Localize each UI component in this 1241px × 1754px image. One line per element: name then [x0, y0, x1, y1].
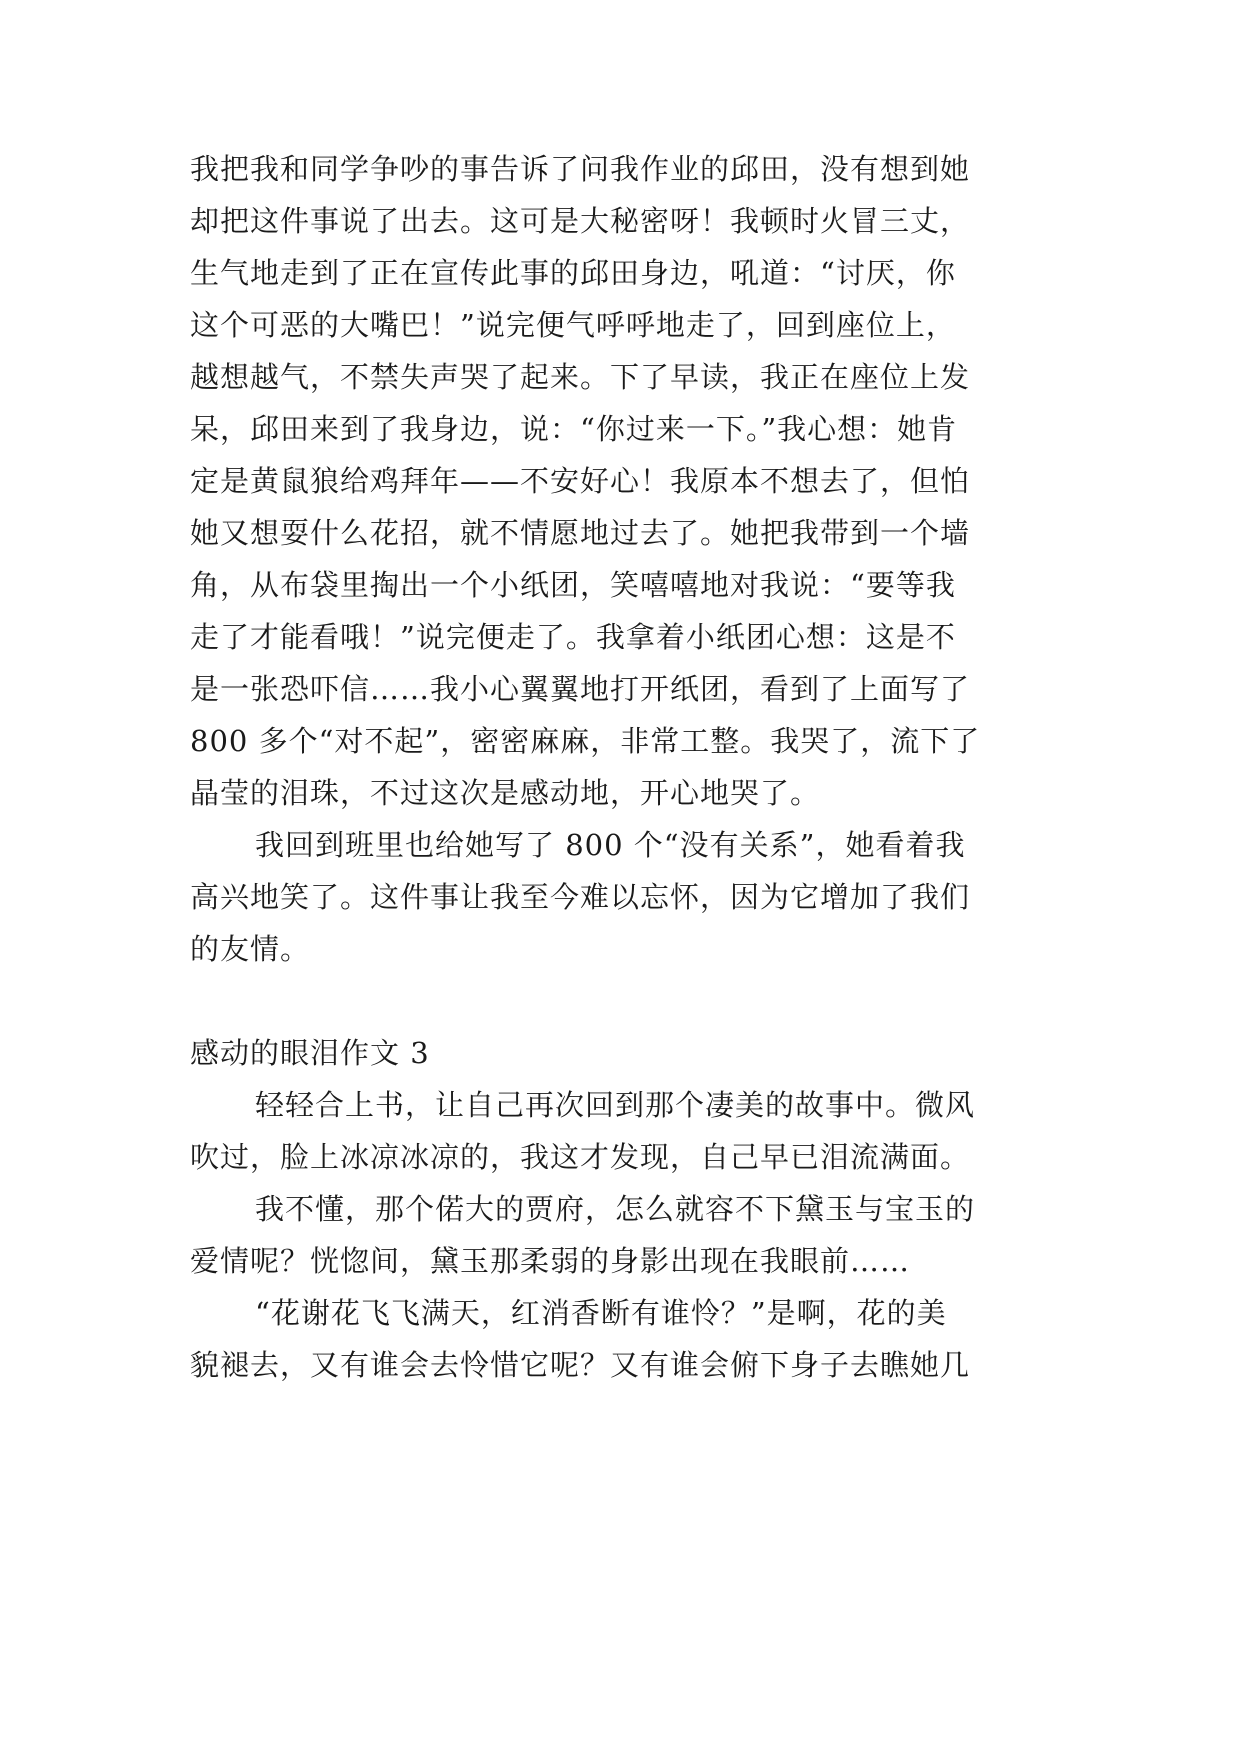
paragraph-line: 走了才能看哦！”说完便走了。我拿着小纸团心想：这是不	[190, 620, 956, 654]
paragraph-line: 呆，邱田来到了我身边，说：“你过来一下。”我心想：她肯	[190, 412, 958, 446]
paragraph-line: 爱情呢？恍惚间，黛玉那柔弱的身影出现在我眼前……	[190, 1244, 911, 1278]
paragraph-line: 生气地走到了正在宣传此事的邱田身边，吼道：“讨厌，你	[190, 256, 956, 290]
paragraph-line: 是一张恐吓信……我小心翼翼地打开纸团，看到了上面写了	[190, 672, 971, 706]
paragraph-line: 角，从布袋里掏出一个小纸团，笑嘻嘻地对我说：“要等我	[190, 568, 956, 602]
paragraph-line: 定是黄鼠狼给鸡拜年——不安好心！我原本不想去了，但怕	[190, 464, 971, 498]
paragraph-line: 吹过，脸上冰凉冰凉的，我这才发现，自己早已泪流满面。	[190, 1140, 971, 1174]
paragraph-line: “花谢花飞飞满天，红消香断有谁怜？”是啊，花的美	[255, 1296, 947, 1330]
paragraph-line: 她又想耍什么花招，就不情愿地过去了。她把我带到一个墙	[190, 516, 971, 550]
paragraph-line: 我把我和同学争吵的事告诉了问我作业的邱田，没有想到她	[190, 152, 971, 186]
section-title: 感动的眼泪作文 3	[190, 1036, 430, 1070]
paragraph-line: 却把这件事说了出去。这可是大秘密呀！我顿时火冒三丈，	[190, 204, 971, 238]
paragraph-line: 高兴地笑了。这件事让我至今难以忘怀，因为它增加了我们	[190, 880, 971, 914]
paragraph-line: 我不懂，那个偌大的贾府，怎么就容不下黛玉与宝玉的	[255, 1192, 976, 1226]
paragraph-line: 轻轻合上书，让自己再次回到那个凄美的故事中。微风	[255, 1088, 976, 1122]
paragraph-line: 的友情。	[190, 932, 311, 966]
paragraph-line: 越想越气，不禁失声哭了起来。下了早读，我正在座位上发	[190, 360, 971, 394]
paragraph-line: 我回到班里也给她写了 800 个“没有关系”，她看着我	[255, 828, 966, 862]
paragraph-line: 这个可恶的大嘴巴！”说完便气呼呼地走了，回到座位上，	[190, 308, 956, 342]
paragraph-line: 晶莹的泪珠，不过这次是感动地，开心地哭了。	[190, 776, 821, 810]
paragraph-line: 800 多个“对不起”，密密麻麻，非常工整。我哭了，流下了	[190, 724, 981, 758]
paragraph-line: 貌褪去，又有谁会去怜惜它呢？又有谁会俯下身子去瞧她几	[190, 1348, 971, 1382]
